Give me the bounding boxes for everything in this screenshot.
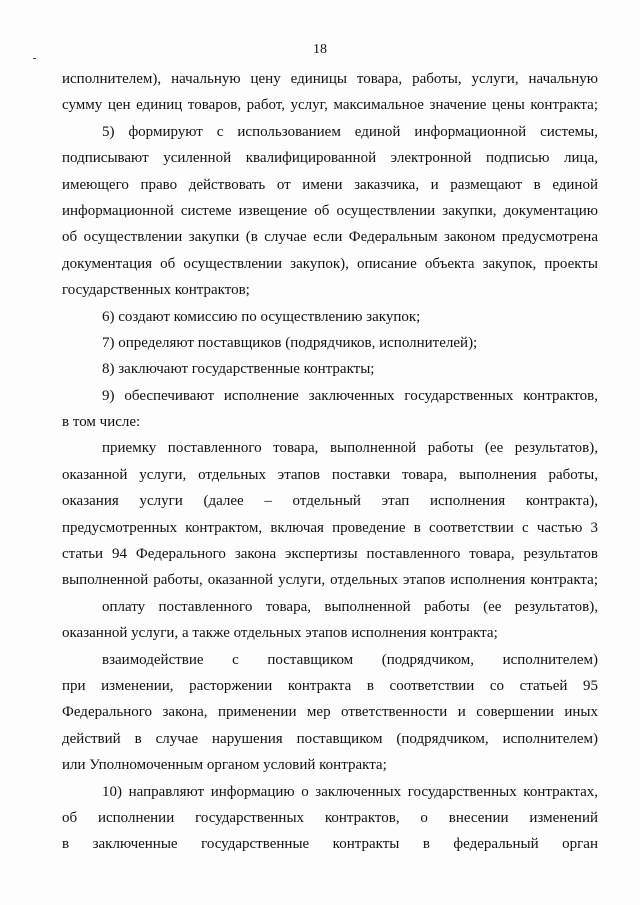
text-line: информационной системе извещение об осуществлении закупки, документацию bbox=[62, 202, 598, 219]
text-line: Федерального закона, применении мер ответственности и совершении иных bbox=[62, 704, 598, 721]
text-line: взаимодействие с поставщиком (подрядчиком, исполнителем) bbox=[102, 651, 598, 668]
text-line: 8) заключают государственные контракты; bbox=[102, 361, 375, 378]
text-line: статьи 94 Федерального закона экспертизы поставленного товара, результатов bbox=[62, 546, 598, 563]
text-line: подписывают усиленной квалифицированной электронной подписью лица, bbox=[62, 150, 598, 167]
text-line: об исполнении государственных контрактов, о внесении изменений bbox=[62, 809, 598, 826]
text-line: предусмотренных контрактом, включая проведение в соответствии с частью 3 bbox=[62, 519, 598, 536]
scan-mark bbox=[33, 58, 36, 59]
text-line: оказанной услуги, а также отдельных этапов исполнения контракта; bbox=[62, 625, 498, 642]
text-line: 10) направляют информацию о заключенных государственных контрактах, bbox=[102, 783, 598, 800]
text-line: в заключенные государственные контракты в федеральный орган bbox=[62, 836, 598, 853]
text-line: 7) определяют поставщиков (подрядчиков, исполнителей); bbox=[102, 334, 478, 351]
text-line: в том числе: bbox=[62, 414, 141, 431]
text-line: оплату поставленного товара, выполненной работы (ее результатов), bbox=[102, 598, 598, 615]
text-line: оказанной услуги, отдельных этапов поставки товара, выполнения работы, bbox=[62, 466, 598, 483]
text-line: сумму цен единиц товаров, работ, услуг, максимальное значение цены контракта; bbox=[62, 97, 598, 114]
text-line: 5) формируют с использованием единой информационной системы, bbox=[102, 123, 598, 140]
text-line: 9) обеспечивают исполнение заключенных государственных контрактов, bbox=[102, 387, 598, 404]
text-line: приемку поставленного товара, выполненной работы (ее результатов), bbox=[102, 440, 598, 457]
text-line: государственных контрактов; bbox=[62, 282, 250, 299]
text-line: об осуществлении закупки (в случае если Федеральным законом предусмотрена bbox=[62, 229, 598, 246]
text-line: оказания услуги (далее – отдельный этап исполнения контракта), bbox=[62, 493, 598, 510]
text-line: или Уполномоченным органом условий контракта; bbox=[62, 757, 387, 774]
text-line: исполнителем), начальную цену единицы товара, работы, услуги, начальную bbox=[62, 71, 598, 87]
text-line: при изменении, расторжении контракта в соответствии со статьей 95 bbox=[62, 677, 598, 694]
document-body bbox=[62, 66, 598, 858]
page-number: 18 bbox=[313, 42, 327, 57]
text-line: 6) создают комиссию по осуществлению закупок; bbox=[102, 308, 421, 325]
text-line: выполненной работы, оказанной услуги, отдельных этапов исполнения контракта; bbox=[62, 572, 598, 589]
text-line: документация об осуществлении закупок), описание объекта закупок, проекты bbox=[62, 255, 598, 272]
text-line: имеющего право действовать от имени заказчика, и размещают в единой bbox=[62, 176, 598, 193]
text-line: действий в случае нарушения поставщиком (подрядчиком, исполнителем) bbox=[62, 730, 598, 747]
